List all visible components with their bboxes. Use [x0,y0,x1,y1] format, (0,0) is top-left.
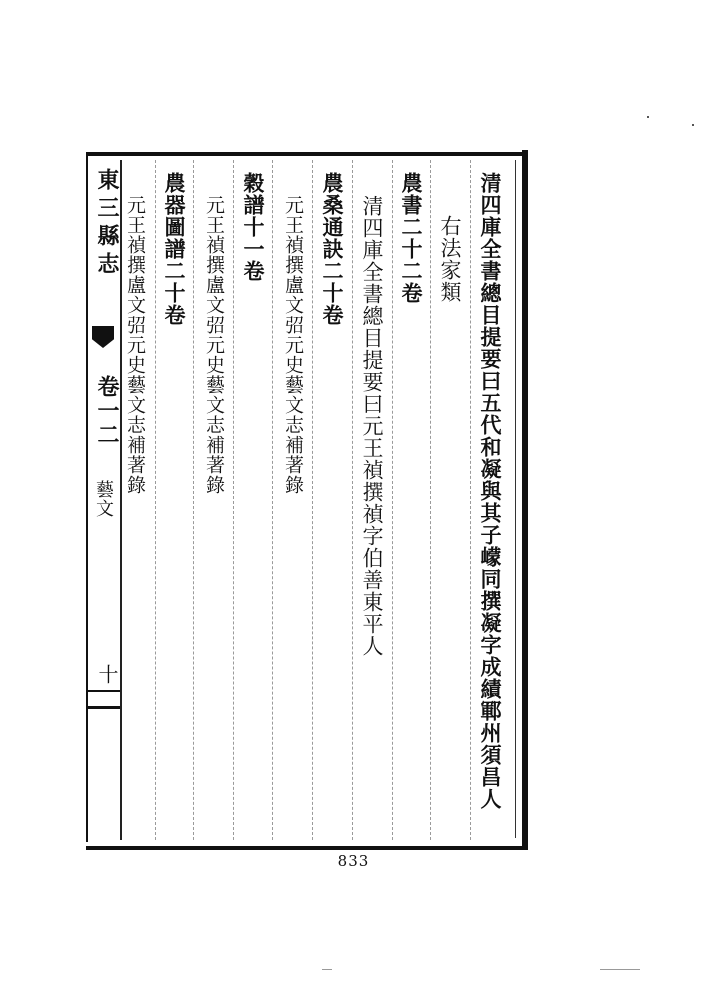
scan-speck [692,124,694,126]
column-divider [470,160,471,840]
text-column-9: 農器圖譜二十卷 [162,172,187,326]
folio-rule [88,706,120,709]
text-column-7: 穀譜十一卷 [241,172,266,282]
folio-number: 十 [95,664,119,684]
text-column-2: 右法家類 [438,215,462,303]
juan-label: 卷一二 [94,375,120,447]
folio-rule [88,690,120,692]
text-column-5: 農桑通訣二十卷 [320,172,345,326]
section-label: 藝文 [93,480,114,518]
column-divider [430,160,431,840]
column-divider [155,160,156,840]
column-divider [312,160,313,840]
frame-right-border [522,150,528,848]
text-column-6: 元王禎撰盧文弨元史藝文志補著錄 [282,195,304,495]
text-column-8: 元王禎撰盧文弨元史藝文志補著錄 [203,195,225,495]
page-number: 833 [337,852,370,870]
scan-speck [322,969,332,970]
column-divider [272,160,273,840]
text-column-3: 農書二十二卷 [399,172,424,304]
scan-speck [600,969,640,970]
text-column-1: 清四庫全書總目提要曰五代和凝與其子㠓同撰凝字成績鄆州須昌人 [478,172,503,810]
text-column-4: 清四庫全書總目提要曰元王禎撰禎字伯善東平人 [360,195,384,657]
book-title: 東三縣志 [94,168,120,280]
column-divider [193,160,194,840]
scan-speck [647,116,649,118]
frame-inner-rule [515,160,516,838]
column-divider [352,160,353,840]
text-column-10: 元王禎撰盧文弨元史藝文志補著錄 [124,195,146,495]
column-divider [233,160,234,840]
column-divider [392,160,393,840]
